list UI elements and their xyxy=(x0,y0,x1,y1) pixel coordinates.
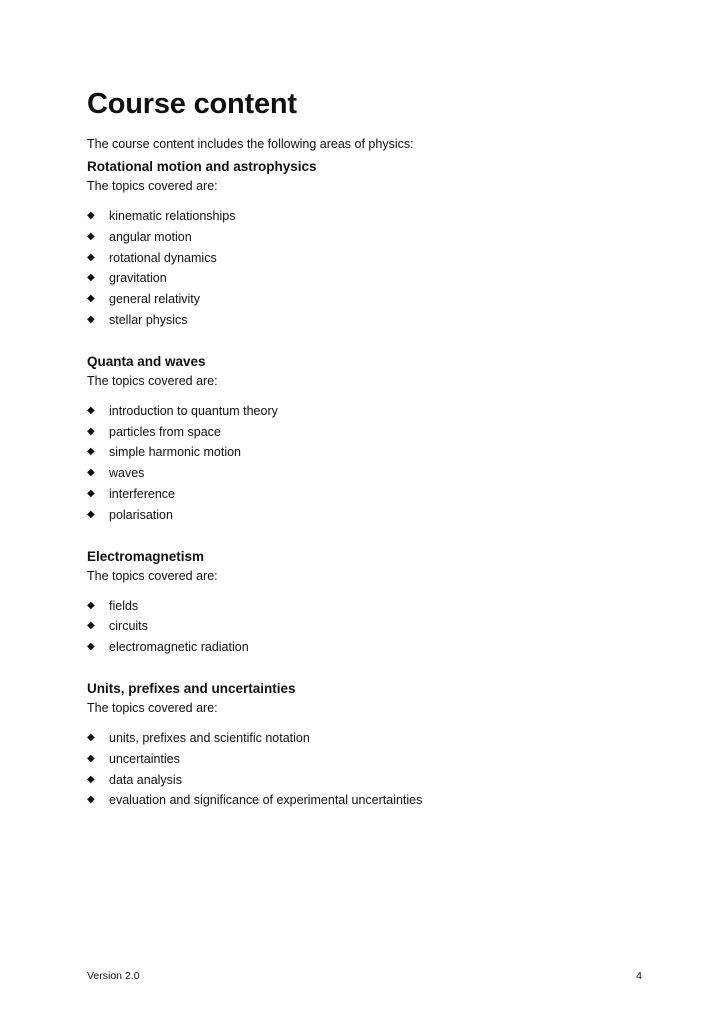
list-item-text: particles from space xyxy=(109,424,221,439)
diamond-bullet-icon: ◆ xyxy=(87,230,95,242)
diamond-bullet-icon: ◆ xyxy=(87,731,95,743)
list-item-text: rotational dynamics xyxy=(109,250,217,265)
topic-list xyxy=(87,728,657,811)
diamond-bullet-icon: ◆ xyxy=(87,794,95,806)
list-item-text: general relativity xyxy=(109,292,201,307)
section-heading: Quanta and waves xyxy=(87,353,206,369)
list-item xyxy=(87,749,657,770)
diamond-bullet-icon: ◆ xyxy=(87,467,95,479)
list-item xyxy=(87,463,657,484)
diamond-bullet-icon: ◆ xyxy=(87,446,95,458)
diamond-bullet-icon: ◆ xyxy=(87,404,95,416)
diamond-bullet-icon: ◆ xyxy=(87,599,95,611)
diamond-bullet-icon: ◆ xyxy=(87,425,95,437)
list-item xyxy=(87,227,657,248)
list-item-text: units, prefixes and scientific notation xyxy=(109,730,310,745)
diamond-bullet-icon: ◆ xyxy=(87,272,95,284)
section-heading: Rotational motion and astrophysics xyxy=(87,159,317,174)
list-item-text: uncertainties xyxy=(109,751,180,766)
diamond-bullet-icon: ◆ xyxy=(87,210,95,221)
list-item-text: simple harmonic motion xyxy=(109,445,241,460)
list-item xyxy=(87,728,657,749)
list-item xyxy=(87,637,657,658)
diamond-bullet-icon: ◆ xyxy=(87,313,95,325)
list-item xyxy=(87,790,657,811)
diamond-bullet-icon: ◆ xyxy=(87,487,95,499)
diamond-bullet-icon: ◆ xyxy=(87,641,95,653)
diamond-bullet-icon: ◆ xyxy=(87,620,95,632)
footer-page-number: 4 xyxy=(636,970,642,982)
section-rotational-motion xyxy=(87,158,657,331)
intro-text: The course content includes the following areas of physics: xyxy=(87,137,414,151)
document-page xyxy=(87,86,657,811)
list-item xyxy=(87,770,657,791)
diamond-bullet-icon: ◆ xyxy=(87,293,95,305)
list-item-text: introduction to quantum theory xyxy=(109,403,278,418)
list-item-text: gravitation xyxy=(109,271,167,286)
section-quanta-and-waves xyxy=(87,353,657,526)
diamond-bullet-icon: ◆ xyxy=(87,508,95,520)
list-item xyxy=(87,422,657,443)
page-title: Course content xyxy=(87,88,297,120)
topic-list xyxy=(87,596,657,658)
topic-list xyxy=(87,401,657,526)
section-subtitle: The topics covered are: xyxy=(87,373,218,388)
list-item-text: electromagnetic radiation xyxy=(109,640,249,655)
diamond-bullet-icon: ◆ xyxy=(87,251,95,263)
list-item-text: polarisation xyxy=(109,507,173,522)
section-subtitle: The topics covered are: xyxy=(87,568,218,583)
list-item-text: data analysis xyxy=(109,772,182,787)
section-units-prefixes-uncertainties xyxy=(87,680,657,811)
diamond-bullet-icon: ◆ xyxy=(87,773,95,785)
footer-version: Version 2.0 xyxy=(87,970,140,982)
list-item xyxy=(87,596,657,617)
list-item xyxy=(87,484,657,505)
list-item-text: waves xyxy=(109,466,145,481)
list-item xyxy=(87,401,657,422)
list-item xyxy=(87,442,657,463)
list-item xyxy=(87,505,657,526)
section-heading: Units, prefixes and uncertainties xyxy=(87,680,296,696)
list-item-text: kinematic relationships xyxy=(109,209,236,223)
topic-list xyxy=(87,206,657,331)
list-item-text: fields xyxy=(109,598,139,613)
section-subtitle: The topics covered are: xyxy=(87,179,218,193)
list-item-text: stellar physics xyxy=(109,312,188,327)
list-item xyxy=(87,206,657,227)
diamond-bullet-icon: ◆ xyxy=(87,752,95,764)
section-heading: Electromagnetism xyxy=(87,548,205,564)
list-item-text: angular motion xyxy=(109,229,192,244)
list-item xyxy=(87,310,657,331)
list-item xyxy=(87,248,657,269)
list-item-text: interference xyxy=(109,486,176,501)
section-electromagnetism xyxy=(87,548,657,658)
list-item-text: evaluation and significance of experimental uncertainties xyxy=(109,793,423,808)
list-item-text: circuits xyxy=(109,619,148,634)
list-item xyxy=(87,616,657,637)
section-subtitle: The topics covered are: xyxy=(87,700,218,715)
list-item xyxy=(87,289,657,310)
list-item xyxy=(87,268,657,289)
